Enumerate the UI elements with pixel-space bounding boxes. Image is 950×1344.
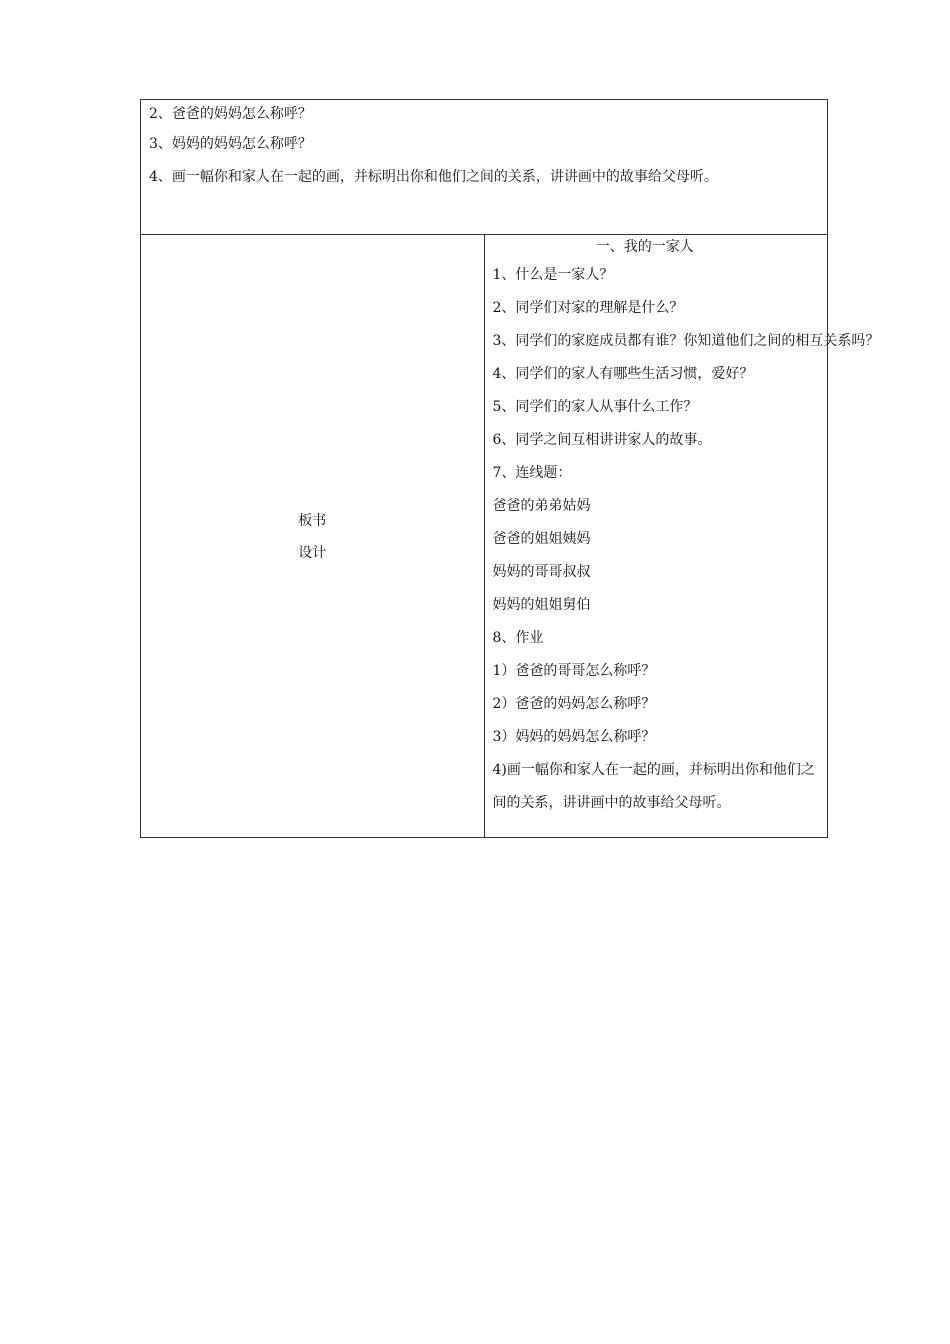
- homework-item: 3、妈妈的妈妈怎么称呼？: [149, 136, 312, 152]
- board-line: 3、同学们的家庭成员都有谁？你知道他们之间的相互关系吗？: [492, 333, 880, 349]
- board-line: 妈妈的姐姐舅伯: [492, 597, 591, 613]
- board-line: 妈妈的哥哥叔叔: [492, 564, 591, 580]
- board-line: 4、同学们的家人有哪些生活习惯，爱好？: [492, 366, 754, 382]
- board-design-content: [484, 235, 880, 838]
- board-line: 1）爸爸的哥哥怎么称呼？: [492, 663, 656, 679]
- board-line: 3）妈妈的妈妈怎么称呼？: [492, 729, 656, 745]
- homework-item: 4、画一幅你和家人在一起的画，并标明出你和他们之间的关系，讲讲画中的故事给父母听。: [149, 169, 718, 185]
- board-design-label-line: 设计: [298, 545, 327, 561]
- board-line: 7、连线题：: [492, 465, 572, 481]
- board-line: 2）爸爸的妈妈怎么称呼？: [492, 696, 656, 712]
- homework-row: [141, 100, 828, 235]
- homework-cell: [141, 100, 828, 235]
- lesson-plan-table: [140, 99, 880, 838]
- board-line: 爸爸的姐姐姨妈: [492, 531, 591, 547]
- board-design-row: [141, 235, 828, 838]
- board-title: 一、我的一家人: [595, 239, 694, 255]
- homework-item: 2、爸爸的妈妈怎么称呼？: [149, 106, 312, 122]
- board-line: 6、同学之间互相讲讲家人的故事。: [492, 432, 712, 448]
- board-line: 4)画一幅你和家人在一起的画，并标明出你和他们之间的关系，讲讲画中的故事给父母听。: [492, 762, 815, 811]
- board-line: 1、什么是一家人？: [492, 267, 614, 283]
- board-line: 2、同学们对家的理解是什么？: [492, 300, 684, 316]
- board-line: 8、作业: [492, 630, 544, 646]
- board-line: 5、同学们的家人从事什么工作？: [492, 399, 698, 415]
- board-design-label: [141, 235, 485, 838]
- board-line: 爸爸的弟弟姑妈: [492, 498, 591, 514]
- board-design-label-line: 板书: [298, 513, 327, 529]
